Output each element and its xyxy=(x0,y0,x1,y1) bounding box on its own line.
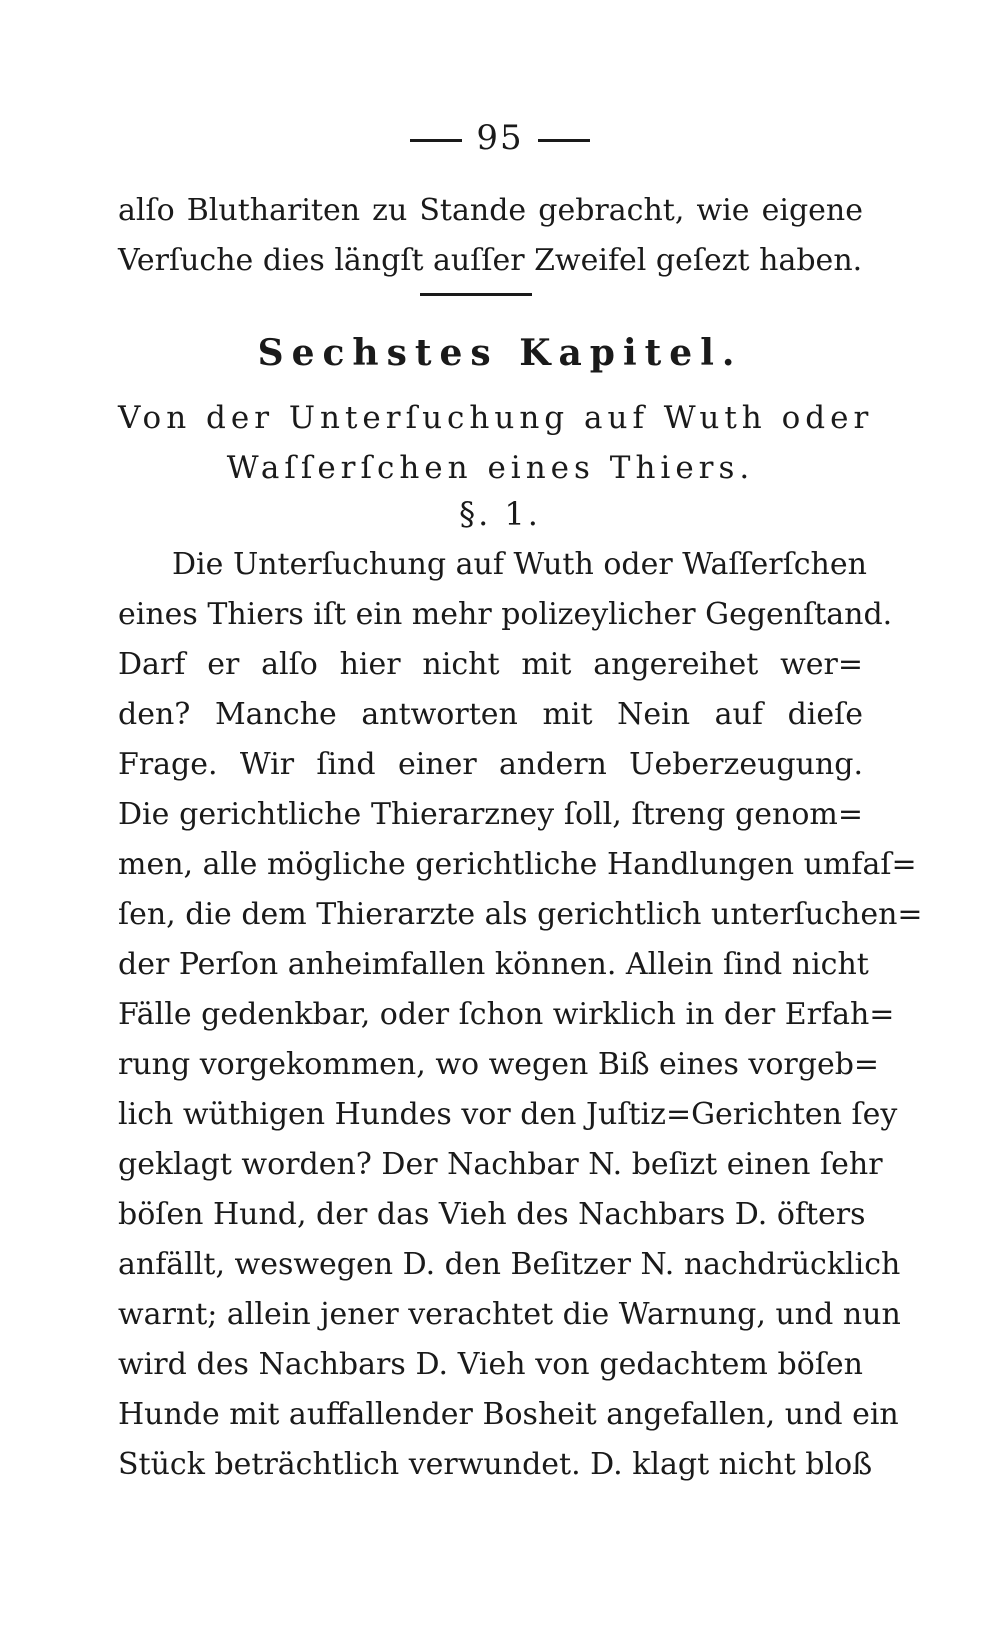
text-line: ſen, die dem Thierarzte als gerichtlich unterſuchen= xyxy=(118,897,923,932)
top-paragraph xyxy=(118,186,863,286)
section-divider xyxy=(420,293,532,296)
text-line: Darf er alſo hier nicht mit angereihet wer= xyxy=(118,647,863,682)
text-line: Hunde mit auffallender Bosheit angefallen, und ein xyxy=(118,1397,899,1432)
page-number: 95 xyxy=(476,118,524,158)
chapter-title: Sechstes Kapitel. xyxy=(257,332,743,374)
text-line: rung vorgekommen, wo wegen Biß eines vorgeb= xyxy=(118,1047,880,1082)
text-line: Die gerichtliche Thierarzney ſoll, ſtreng genom= xyxy=(118,797,863,832)
text-line: den? Manche antworten mit Nein auf dieſe xyxy=(118,697,863,732)
text-line: der Perſon anheimfallen können. Allein ſind nicht xyxy=(118,947,869,982)
text-line: eines Thiers iſt ein mehr polizeylicher Gegenſtand. xyxy=(118,597,893,632)
main-paragraph xyxy=(118,540,923,1490)
text-line: geklagt worden? Der Nachbar N. beſizt einen ſehr xyxy=(118,1147,883,1182)
text-line: Frage. Wir ſind einer andern Ueberzeugung. xyxy=(118,747,863,782)
text-line: Stück beträchtlich verwundet. D. klagt nicht bloß xyxy=(118,1447,873,1482)
text-line: Die Unterſuchung auf Wuth oder Waſſerſchen xyxy=(172,547,867,582)
text-line: anfällt, weswegen D. den Beſitzer N. nachdrücklich xyxy=(118,1247,901,1282)
page-header xyxy=(0,118,1000,158)
text-line: men, alle mögliche gerichtliche Handlungen umfaſ= xyxy=(118,847,917,882)
header-dash-left xyxy=(410,139,462,142)
header-dash-right xyxy=(538,139,590,142)
text-line: böſen Hund, der das Vieh des Nachbars D. öfters xyxy=(118,1197,866,1232)
text-line: lich wüthigen Hundes vor den Juſtiz=Gerichten ſey xyxy=(118,1097,898,1132)
chapter-subtitle xyxy=(118,393,874,493)
text-line: warnt; allein jener verachtet die Warnung, und nun xyxy=(118,1297,901,1332)
chapter-subtitle-line: Von der Unterſuchung auf Wuth oder xyxy=(118,400,874,436)
text-line: alſo Bluthariten zu Stande gebracht, wie eigene xyxy=(118,193,863,228)
section-mark: §. 1. xyxy=(459,495,541,533)
chapter-subtitle-line: Waſſerſchen eines Thiers. xyxy=(226,450,755,486)
text-line: wird des Nachbars D. Vieh von gedachtem böſen xyxy=(118,1347,863,1382)
text-line: Verſuche dies längſt auſſer Zweifel geſezt haben. xyxy=(118,243,863,278)
text-line: Fälle gedenkbar, oder ſchon wirklich in der Erfah= xyxy=(118,997,895,1032)
